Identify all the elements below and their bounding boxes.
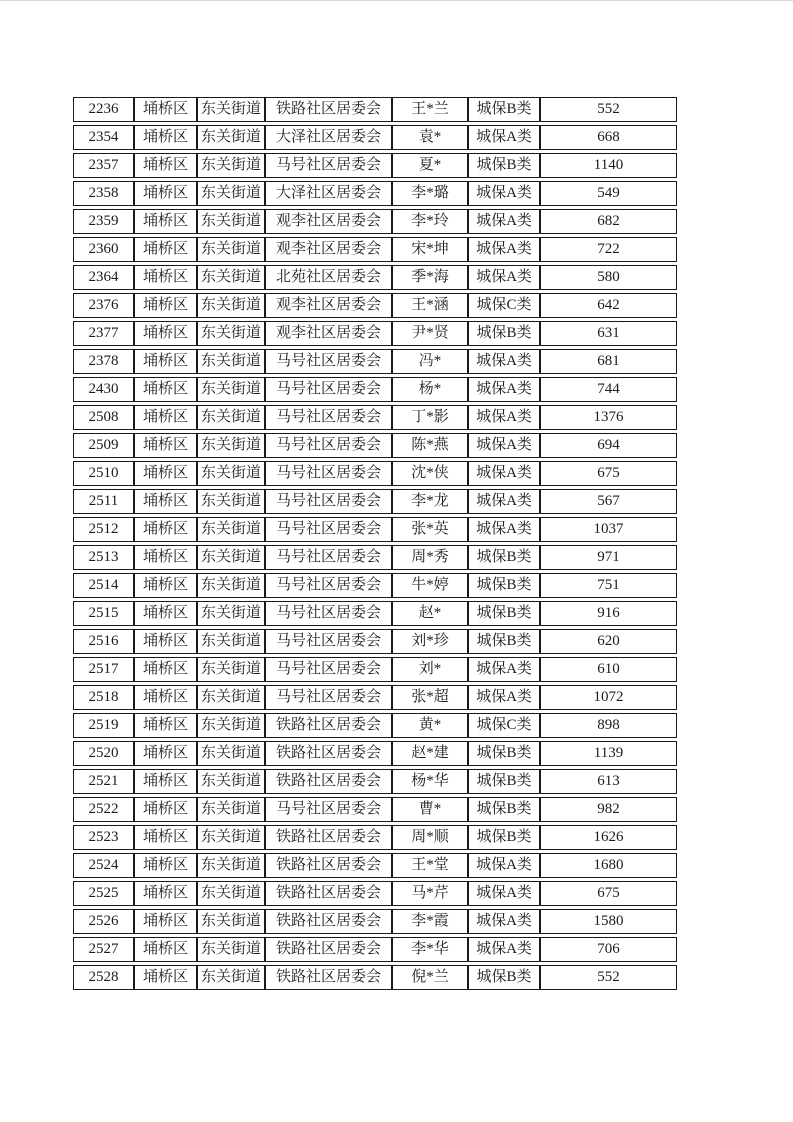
cell-person-name: 杨*华 bbox=[392, 769, 468, 794]
cell-person-name: 王*兰 bbox=[392, 97, 468, 122]
cell-district: 埇桥区 bbox=[134, 965, 197, 990]
cell-category: 城保A类 bbox=[468, 853, 540, 878]
cell-district: 埇桥区 bbox=[134, 293, 197, 318]
cell-community: 马号社区居委会 bbox=[265, 405, 392, 430]
table-row bbox=[73, 741, 677, 766]
cell-person-name: 王*堂 bbox=[392, 853, 468, 878]
cell-category: 城保B类 bbox=[468, 601, 540, 626]
cell-category: 城保B类 bbox=[468, 545, 540, 570]
cell-person-name: 周*秀 bbox=[392, 545, 468, 570]
cell-district: 埇桥区 bbox=[134, 349, 197, 374]
cell-street: 东关街道 bbox=[197, 265, 265, 290]
cell-category: 城保A类 bbox=[468, 125, 540, 150]
cell-street: 东关街道 bbox=[197, 825, 265, 850]
cell-community: 观李社区居委会 bbox=[265, 321, 392, 346]
cell-community: 铁路社区居委会 bbox=[265, 769, 392, 794]
cell-serial-number: 2359 bbox=[73, 209, 134, 234]
cell-person-name: 李*璐 bbox=[392, 181, 468, 206]
cell-person-name: 沈*侠 bbox=[392, 461, 468, 486]
cell-community: 马号社区居委会 bbox=[265, 377, 392, 402]
cell-amount: 668 bbox=[540, 125, 677, 150]
cell-serial-number: 2515 bbox=[73, 601, 134, 626]
cell-amount: 898 bbox=[540, 713, 677, 738]
table-row bbox=[73, 629, 677, 654]
cell-street: 东关街道 bbox=[197, 545, 265, 570]
cell-district: 埇桥区 bbox=[134, 741, 197, 766]
cell-person-name: 张*英 bbox=[392, 517, 468, 542]
cell-street: 东关街道 bbox=[197, 209, 265, 234]
table-row bbox=[73, 965, 677, 990]
cell-district: 埇桥区 bbox=[134, 853, 197, 878]
cell-street: 东关街道 bbox=[197, 293, 265, 318]
cell-category: 城保C类 bbox=[468, 293, 540, 318]
table-row bbox=[73, 657, 677, 682]
table-row bbox=[73, 769, 677, 794]
cell-district: 埇桥区 bbox=[134, 377, 197, 402]
cell-amount: 744 bbox=[540, 377, 677, 402]
cell-serial-number: 2509 bbox=[73, 433, 134, 458]
table-row bbox=[73, 293, 677, 318]
cell-district: 埇桥区 bbox=[134, 685, 197, 710]
cell-community: 铁路社区居委会 bbox=[265, 881, 392, 906]
cell-amount: 682 bbox=[540, 209, 677, 234]
cell-street: 东关街道 bbox=[197, 685, 265, 710]
cell-community: 铁路社区居委会 bbox=[265, 909, 392, 934]
cell-district: 埇桥区 bbox=[134, 909, 197, 934]
cell-street: 东关街道 bbox=[197, 601, 265, 626]
cell-amount: 982 bbox=[540, 797, 677, 822]
cell-serial-number: 2516 bbox=[73, 629, 134, 654]
cell-category: 城保A类 bbox=[468, 181, 540, 206]
cell-serial-number: 2520 bbox=[73, 741, 134, 766]
cell-person-name: 尹*贤 bbox=[392, 321, 468, 346]
cell-category: 城保A类 bbox=[468, 909, 540, 934]
cell-district: 埇桥区 bbox=[134, 517, 197, 542]
cell-community: 马号社区居委会 bbox=[265, 629, 392, 654]
cell-community: 大泽社区居委会 bbox=[265, 125, 392, 150]
cell-street: 东关街道 bbox=[197, 965, 265, 990]
cell-serial-number: 2526 bbox=[73, 909, 134, 934]
cell-serial-number: 2523 bbox=[73, 825, 134, 850]
cell-serial-number: 2518 bbox=[73, 685, 134, 710]
cell-serial-number: 2511 bbox=[73, 489, 134, 514]
cell-category: 城保A类 bbox=[468, 433, 540, 458]
cell-serial-number: 2514 bbox=[73, 573, 134, 598]
cell-community: 铁路社区居委会 bbox=[265, 713, 392, 738]
cell-serial-number: 2508 bbox=[73, 405, 134, 430]
table-row bbox=[73, 153, 677, 178]
cell-serial-number: 2521 bbox=[73, 769, 134, 794]
cell-amount: 1072 bbox=[540, 685, 677, 710]
cell-community: 马号社区居委会 bbox=[265, 657, 392, 682]
cell-community: 马号社区居委会 bbox=[265, 601, 392, 626]
table-row bbox=[73, 97, 677, 122]
cell-serial-number: 2357 bbox=[73, 153, 134, 178]
cell-person-name: 杨* bbox=[392, 377, 468, 402]
cell-street: 东关街道 bbox=[197, 713, 265, 738]
cell-serial-number: 2513 bbox=[73, 545, 134, 570]
cell-community: 铁路社区居委会 bbox=[265, 965, 392, 990]
cell-community: 马号社区居委会 bbox=[265, 573, 392, 598]
table-row bbox=[73, 573, 677, 598]
cell-street: 东关街道 bbox=[197, 461, 265, 486]
cell-category: 城保B类 bbox=[468, 153, 540, 178]
cell-street: 东关街道 bbox=[197, 629, 265, 654]
cell-street: 东关街道 bbox=[197, 377, 265, 402]
cell-serial-number: 2525 bbox=[73, 881, 134, 906]
cell-person-name: 黄* bbox=[392, 713, 468, 738]
table-row bbox=[73, 909, 677, 934]
table-row bbox=[73, 377, 677, 402]
table-row bbox=[73, 713, 677, 738]
cell-community: 铁路社区居委会 bbox=[265, 853, 392, 878]
cell-street: 东关街道 bbox=[197, 237, 265, 262]
cell-street: 东关街道 bbox=[197, 853, 265, 878]
cell-street: 东关街道 bbox=[197, 349, 265, 374]
table-row bbox=[73, 517, 677, 542]
cell-street: 东关街道 bbox=[197, 797, 265, 822]
cell-district: 埇桥区 bbox=[134, 125, 197, 150]
cell-category: 城保B类 bbox=[468, 741, 540, 766]
cell-community: 马号社区居委会 bbox=[265, 517, 392, 542]
cell-community: 马号社区居委会 bbox=[265, 489, 392, 514]
cell-person-name: 陈*燕 bbox=[392, 433, 468, 458]
cell-person-name: 马*芹 bbox=[392, 881, 468, 906]
cell-community: 铁路社区居委会 bbox=[265, 97, 392, 122]
cell-amount: 1037 bbox=[540, 517, 677, 542]
cell-community: 马号社区居委会 bbox=[265, 797, 392, 822]
cell-person-name: 季*海 bbox=[392, 265, 468, 290]
cell-amount: 681 bbox=[540, 349, 677, 374]
cell-serial-number: 2377 bbox=[73, 321, 134, 346]
cell-community: 铁路社区居委会 bbox=[265, 825, 392, 850]
cell-person-name: 赵* bbox=[392, 601, 468, 626]
cell-district: 埇桥区 bbox=[134, 181, 197, 206]
cell-amount: 1626 bbox=[540, 825, 677, 850]
cell-community: 马号社区居委会 bbox=[265, 433, 392, 458]
table-row bbox=[73, 881, 677, 906]
cell-person-name: 曹* bbox=[392, 797, 468, 822]
cell-person-name: 李*龙 bbox=[392, 489, 468, 514]
cell-amount: 631 bbox=[540, 321, 677, 346]
cell-amount: 1139 bbox=[540, 741, 677, 766]
cell-district: 埇桥区 bbox=[134, 573, 197, 598]
cell-serial-number: 2522 bbox=[73, 797, 134, 822]
cell-category: 城保A类 bbox=[468, 657, 540, 682]
cell-amount: 751 bbox=[540, 573, 677, 598]
cell-street: 东关街道 bbox=[197, 97, 265, 122]
cell-person-name: 袁* bbox=[392, 125, 468, 150]
table-row bbox=[73, 265, 677, 290]
cell-street: 东关街道 bbox=[197, 937, 265, 962]
cell-serial-number: 2528 bbox=[73, 965, 134, 990]
page-top-edge-artifact bbox=[0, 0, 793, 1]
cell-category: 城保B类 bbox=[468, 797, 540, 822]
cell-category: 城保A类 bbox=[468, 377, 540, 402]
cell-district: 埇桥区 bbox=[134, 461, 197, 486]
cell-category: 城保A类 bbox=[468, 237, 540, 262]
cell-category: 城保C类 bbox=[468, 713, 540, 738]
cell-amount: 552 bbox=[540, 965, 677, 990]
cell-district: 埇桥区 bbox=[134, 153, 197, 178]
cell-serial-number: 2358 bbox=[73, 181, 134, 206]
cell-serial-number: 2354 bbox=[73, 125, 134, 150]
cell-amount: 675 bbox=[540, 461, 677, 486]
cell-category: 城保A类 bbox=[468, 489, 540, 514]
cell-amount: 1580 bbox=[540, 909, 677, 934]
cell-street: 东关街道 bbox=[197, 125, 265, 150]
table-row bbox=[73, 825, 677, 850]
cell-community: 大泽社区居委会 bbox=[265, 181, 392, 206]
cell-amount: 1680 bbox=[540, 853, 677, 878]
cell-street: 东关街道 bbox=[197, 573, 265, 598]
cell-category: 城保B类 bbox=[468, 321, 540, 346]
cell-serial-number: 2519 bbox=[73, 713, 134, 738]
cell-category: 城保B类 bbox=[468, 97, 540, 122]
cell-person-name: 牛*婷 bbox=[392, 573, 468, 598]
table-row bbox=[73, 405, 677, 430]
cell-serial-number: 2524 bbox=[73, 853, 134, 878]
cell-community: 马号社区居委会 bbox=[265, 349, 392, 374]
cell-person-name: 倪*兰 bbox=[392, 965, 468, 990]
table-row bbox=[73, 237, 677, 262]
cell-community: 观李社区居委会 bbox=[265, 209, 392, 234]
cell-serial-number: 2527 bbox=[73, 937, 134, 962]
table-row bbox=[73, 685, 677, 710]
cell-amount: 610 bbox=[540, 657, 677, 682]
cell-serial-number: 2378 bbox=[73, 349, 134, 374]
table-row bbox=[73, 461, 677, 486]
cell-serial-number: 2376 bbox=[73, 293, 134, 318]
cell-district: 埇桥区 bbox=[134, 881, 197, 906]
cell-category: 城保B类 bbox=[468, 825, 540, 850]
cell-category: 城保A类 bbox=[468, 461, 540, 486]
cell-category: 城保A类 bbox=[468, 881, 540, 906]
cell-street: 东关街道 bbox=[197, 405, 265, 430]
table-row bbox=[73, 797, 677, 822]
cell-street: 东关街道 bbox=[197, 881, 265, 906]
cell-community: 铁路社区居委会 bbox=[265, 937, 392, 962]
cell-district: 埇桥区 bbox=[134, 489, 197, 514]
cell-amount: 580 bbox=[540, 265, 677, 290]
cell-amount: 1376 bbox=[540, 405, 677, 430]
cell-person-name: 王*涵 bbox=[392, 293, 468, 318]
cell-district: 埇桥区 bbox=[134, 629, 197, 654]
cell-category: 城保B类 bbox=[468, 769, 540, 794]
cell-category: 城保B类 bbox=[468, 573, 540, 598]
cell-amount: 613 bbox=[540, 769, 677, 794]
table-row bbox=[73, 937, 677, 962]
cell-district: 埇桥区 bbox=[134, 713, 197, 738]
cell-district: 埇桥区 bbox=[134, 237, 197, 262]
cell-person-name: 夏* bbox=[392, 153, 468, 178]
cell-street: 东关街道 bbox=[197, 433, 265, 458]
cell-category: 城保B类 bbox=[468, 965, 540, 990]
cell-street: 东关街道 bbox=[197, 181, 265, 206]
table-row bbox=[73, 853, 677, 878]
cell-category: 城保B类 bbox=[468, 629, 540, 654]
cell-person-name: 李*玲 bbox=[392, 209, 468, 234]
cell-amount: 552 bbox=[540, 97, 677, 122]
table-body bbox=[73, 97, 677, 990]
cell-street: 东关街道 bbox=[197, 769, 265, 794]
cell-person-name: 李*华 bbox=[392, 937, 468, 962]
records-table-container bbox=[73, 94, 677, 993]
cell-district: 埇桥区 bbox=[134, 97, 197, 122]
cell-person-name: 冯* bbox=[392, 349, 468, 374]
cell-person-name: 刘* bbox=[392, 657, 468, 682]
cell-serial-number: 2236 bbox=[73, 97, 134, 122]
cell-category: 城保A类 bbox=[468, 937, 540, 962]
cell-person-name: 丁*影 bbox=[392, 405, 468, 430]
cell-person-name: 周*顺 bbox=[392, 825, 468, 850]
cell-amount: 694 bbox=[540, 433, 677, 458]
cell-person-name: 刘*珍 bbox=[392, 629, 468, 654]
cell-amount: 567 bbox=[540, 489, 677, 514]
cell-district: 埇桥区 bbox=[134, 321, 197, 346]
cell-category: 城保A类 bbox=[468, 265, 540, 290]
cell-street: 东关街道 bbox=[197, 153, 265, 178]
table-row bbox=[73, 209, 677, 234]
cell-category: 城保A类 bbox=[468, 209, 540, 234]
cell-street: 东关街道 bbox=[197, 321, 265, 346]
cell-serial-number: 2510 bbox=[73, 461, 134, 486]
table-row bbox=[73, 489, 677, 514]
table-row bbox=[73, 321, 677, 346]
cell-street: 东关街道 bbox=[197, 909, 265, 934]
cell-person-name: 宋*坤 bbox=[392, 237, 468, 262]
cell-amount: 971 bbox=[540, 545, 677, 570]
cell-district: 埇桥区 bbox=[134, 825, 197, 850]
cell-person-name: 张*超 bbox=[392, 685, 468, 710]
cell-district: 埇桥区 bbox=[134, 769, 197, 794]
table-row bbox=[73, 181, 677, 206]
cell-district: 埇桥区 bbox=[134, 937, 197, 962]
cell-street: 东关街道 bbox=[197, 489, 265, 514]
cell-district: 埇桥区 bbox=[134, 657, 197, 682]
cell-district: 埇桥区 bbox=[134, 601, 197, 626]
table-row bbox=[73, 601, 677, 626]
cell-community: 马号社区居委会 bbox=[265, 545, 392, 570]
cell-category: 城保A类 bbox=[468, 405, 540, 430]
cell-district: 埇桥区 bbox=[134, 797, 197, 822]
cell-serial-number: 2517 bbox=[73, 657, 134, 682]
cell-district: 埇桥区 bbox=[134, 265, 197, 290]
table-row bbox=[73, 433, 677, 458]
cell-person-name: 赵*建 bbox=[392, 741, 468, 766]
cell-category: 城保A类 bbox=[468, 349, 540, 374]
cell-street: 东关街道 bbox=[197, 741, 265, 766]
cell-community: 马号社区居委会 bbox=[265, 685, 392, 710]
cell-community: 观李社区居委会 bbox=[265, 293, 392, 318]
cell-amount: 722 bbox=[540, 237, 677, 262]
table-row bbox=[73, 125, 677, 150]
cell-street: 东关街道 bbox=[197, 657, 265, 682]
cell-district: 埇桥区 bbox=[134, 433, 197, 458]
cell-amount: 916 bbox=[540, 601, 677, 626]
cell-community: 北苑社区居委会 bbox=[265, 265, 392, 290]
cell-amount: 642 bbox=[540, 293, 677, 318]
cell-amount: 620 bbox=[540, 629, 677, 654]
cell-serial-number: 2512 bbox=[73, 517, 134, 542]
cell-serial-number: 2360 bbox=[73, 237, 134, 262]
cell-community: 铁路社区居委会 bbox=[265, 741, 392, 766]
cell-amount: 706 bbox=[540, 937, 677, 962]
table-row bbox=[73, 349, 677, 374]
cell-community: 马号社区居委会 bbox=[265, 461, 392, 486]
cell-amount: 1140 bbox=[540, 153, 677, 178]
cell-street: 东关街道 bbox=[197, 517, 265, 542]
cell-district: 埇桥区 bbox=[134, 545, 197, 570]
cell-category: 城保A类 bbox=[468, 685, 540, 710]
cell-amount: 549 bbox=[540, 181, 677, 206]
table-row bbox=[73, 545, 677, 570]
cell-serial-number: 2430 bbox=[73, 377, 134, 402]
cell-district: 埇桥区 bbox=[134, 405, 197, 430]
benefit-records-table bbox=[73, 94, 677, 993]
cell-amount: 675 bbox=[540, 881, 677, 906]
cell-person-name: 李*霞 bbox=[392, 909, 468, 934]
cell-category: 城保A类 bbox=[468, 517, 540, 542]
cell-serial-number: 2364 bbox=[73, 265, 134, 290]
cell-community: 马号社区居委会 bbox=[265, 153, 392, 178]
cell-community: 观李社区居委会 bbox=[265, 237, 392, 262]
cell-district: 埇桥区 bbox=[134, 209, 197, 234]
